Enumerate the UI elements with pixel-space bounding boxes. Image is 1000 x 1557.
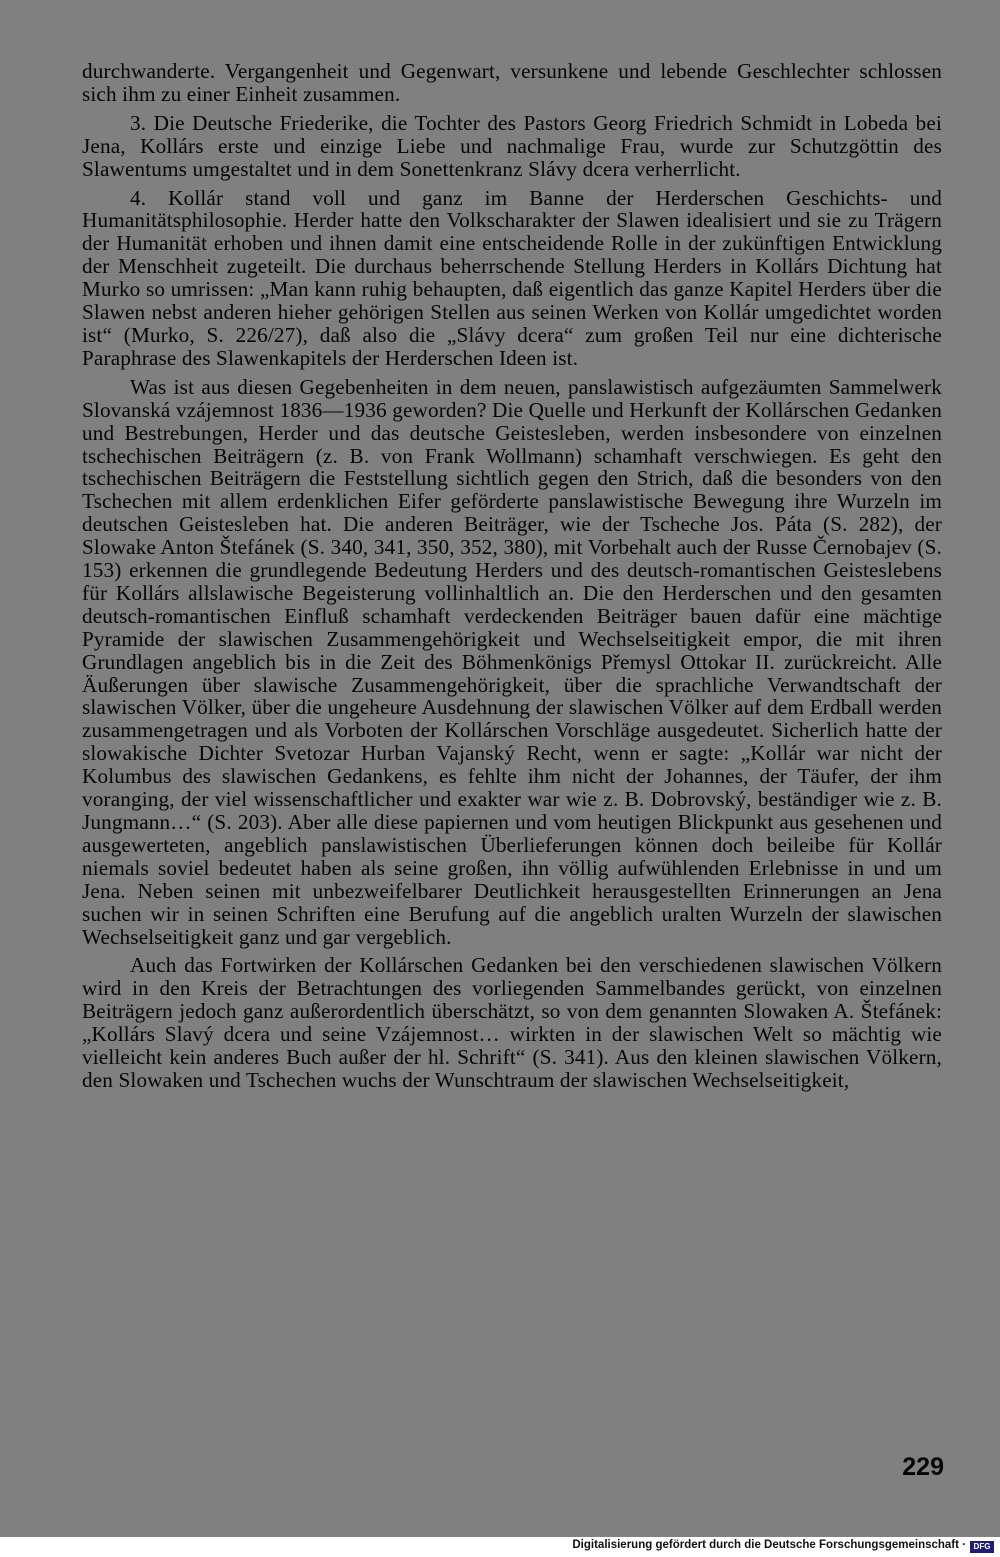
digitization-footer [0, 1537, 1000, 1557]
paragraph-final: Auch das Fortwirken der Kollárschen Gedanken bei den verschiedenen slawischen Völkern wird in den Kreis der Betrachtungen des vorliegenden Sammelbandes gerückt, von einzelnen Beiträgern jedoch ganz außerordentlich überschätzt, so von dem genannten Slowaken A. Štefánek: „Kollárs Slavý dcera und seine Vzájemnost… wirkten in der slawischen Welt so mächtig wie vielleicht kein anderes Buch außer der hl. Schrift“ (S. 341). Aus den kleinen slawischen Völkern, den Slowaken und Tschechen wuchs der Wunschtraum der slawischen Wechselseitigkeit, [82, 953, 942, 1092]
paragraph-main: Was ist aus diesen Gegebenheiten in dem neuen, panslawistisch aufgezäumten Sammelwerk Slovanská vzájemnost 1836—1936 geworden? Die Quelle und Herkunft der Kollárschen Gedanken und Bestrebungen, Herder und das deutsche Geistesleben, werden insbesondere von einzelnen tschechischen Beiträgern (z. B. von Frank Wollmann) schamhaft verschwiegen. Es geht den tschechischen Beiträgern die Feststellung sichtlich gegen den Strich, daß die besonders von den Tschechen mit allem erdenklichen Eifer geförderte panslawistische Bewegung ihre Wurzeln im deutschen Geistesleben hat. Die anderen Beiträger, wie der Tscheche Jos. Páta (S. 282), der Slowake Anton Štefánek (S. 340, 341, 350, 352, 380), mit Vorbehalt auch der Russe Černobajev (S. 153) erkennen die grundlegende Bedeutung Herders und des deutsch-romantischen Geisteslebens für Kollárs allslawische Begeisterung vollinhaltlich an. Die den Herderschen und den gesamten deutsch-romantischen Einfluß schamhaft verdeckenden Beiträger bauen dafür eine mächtige Pyramide der slawischen Zusammengehörigkeit und Wechselseitigkeit empor, die mit ihren Grundlagen angeblich bis in die Zeit des Böhmenkönigs Přemysl Ottokar II. zurückreicht. Alle Äußerungen über slawische Zusammengehörigkeit, über die sprachliche Verwandtschaft der slawischen Völker, über die ungeheure Ausdehnung der slawischen Völker auf dem Erdball werden zusammengetragen und als Vorboten der Kollárschen Vorschläge ausgedeutet. Sicherlich hatte der slowakische Dichter Svetozar Hurban Vajanský Recht, wenn er sagte: „Kollár war nicht der Kolumbus des slawischen Gedankens, es fehlte ihm nicht der Johannes, der Täufer, der ihm voranging, der viel wissenschaftlicher und exakter war wie z. B. Dobrovský, beständiger wie z. B. Jungmann…“ (S. 203). Aber alle diese papiernen und vom heutigen Blickpunkt aus gesehenen und ausgewerteten, angeblich panslawistischen Überlieferungen können doch beileibe für Kollár niemals soviel bedeutet haben als seine großen, ihn völlig aufwühlenden Erlebnisse in und um Jena. Neben seinen mit unbezweifelbarer Deutlichkeit herausgestellten Erinnerungen an Jena suchen wir in seinen Schriften eine Berufung auf die angeblich uralten Wurzeln der slawischen Wechselseitigkeit ganz und gar vergeblich. [82, 374, 942, 949]
paragraph-note-3: 3. Die Deutsche Friederike, die Tochter des Pastors Georg Friedrich Schmidt in Lobeda bei Jena, Kollárs erste und einzige Liebe und nachmalige Frau, wurde zur Schutzgöttin des Slawentums umgestaltet und in dem Sonettenkranz Slávy dcera verherrlicht. [82, 110, 942, 181]
paragraph-continuation: durchwanderte. Vergangenheit und Gegenwart, versunkene und lebende Geschlechter schlossen sich ihm zu einer Einheit zusammen. [82, 59, 942, 106]
dfg-logo-icon: DFG [970, 1541, 994, 1553]
page-number: 229 [902, 1453, 944, 1481]
footer-credit: Digitalisierung gefördert durch die Deutsche Forschungsgemeinschaft · [572, 1539, 966, 1551]
paragraph-note-4: 4. Kollár stand voll und ganz im Banne der Herderschen Geschichts- und Humanitätsphilosophie. Herder hatte den Volkscharakter der Slawen idealisiert und sie zu Trägern der Humanität erhoben und ihnen damit eine entscheidende Rolle in der zukünftigen Entwicklung der Menschheit zugeteilt. Die durchaus beherrschende Stellung Herders in Kollárs Dichtung hat Murko so umrissen: „Man kann ruhig behaupten, daß eigentlich das ganze Kapitel Herders über die Slawen nebst anderen hieher gehörigen Stellen aus seinen Werken von Kollár umgedichtet worden ist“ (Murko, S. 226/27), daß also die „Slávy dcera“ zum großen Teil nur eine dichterische Paraphrase des Slawenkapitels der Herderschen Ideen ist. [82, 185, 942, 370]
page-body [82, 60, 942, 1092]
